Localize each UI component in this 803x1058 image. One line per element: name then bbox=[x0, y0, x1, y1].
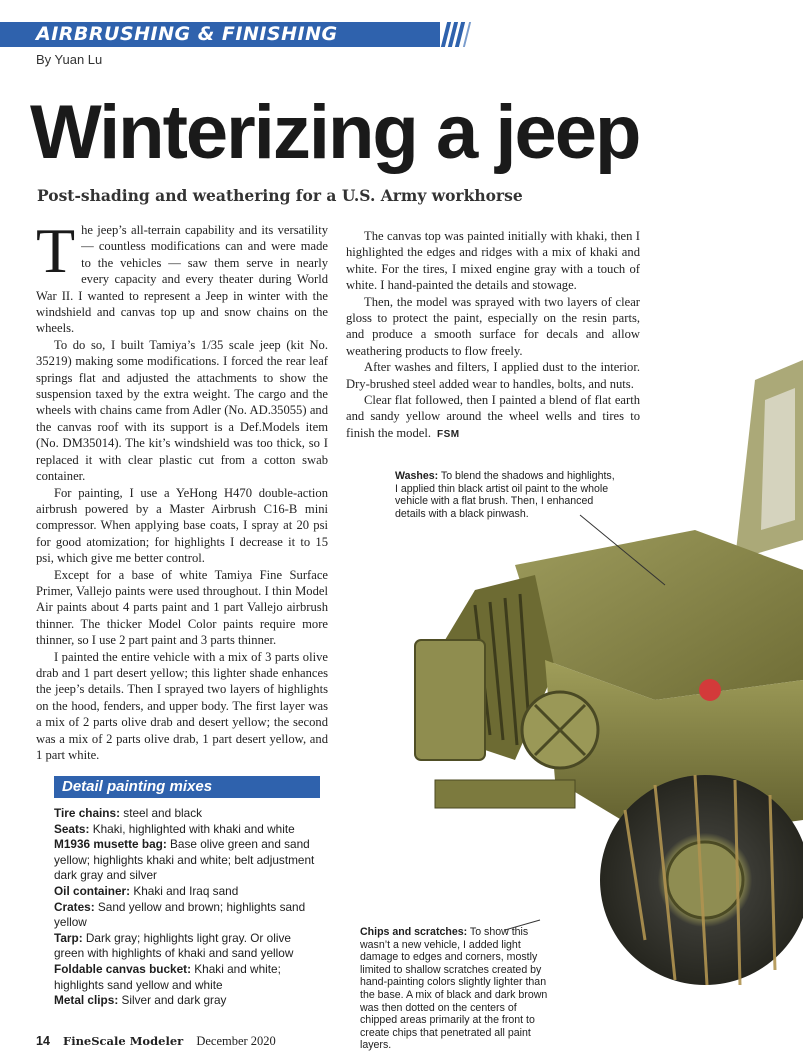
page-footer bbox=[36, 1034, 276, 1049]
issue-date: December 2020 bbox=[196, 1034, 276, 1048]
list-item: Seats: Khaki, highlighted with khaki and white bbox=[54, 821, 295, 836]
byline: By Yuan Lu bbox=[36, 52, 103, 67]
list-item: Tire chains: steel and black bbox=[54, 806, 202, 820]
paragraph: I painted the entire vehicle with a mix of 3 parts olive drab and 1 part desert yellow; this lighter shade enhances the jeep’s details. Then I sprayed two layers of highlights on the hood, fenders, and upper body. The first layer was a mix of 2 parts olive drab and desert yellow; the second was a mix of 2 parts olive drab, 1 part desert yellow, and 1 part white. bbox=[36, 649, 328, 762]
paragraph: To do so, I built Tamiya’s 1/35 scale jeep (kit No. 35219) making some modifications. I forced the rear leaf springs flat and adjusted the attachments to show the suspension taxed by the extra weight. The cargo and the wheels with chains came from Adler (No. AD.35055) and the canvas roof with its support is a Def.Models item (No. DM35014). The kit’s windshield was too thick, so I replaced it with clear plastic cut from a cotton swab container. bbox=[36, 337, 328, 484]
list-item: Oil container: Khaki and Iraq sand bbox=[54, 883, 239, 898]
section-title: AIRBRUSHING & FINISHING bbox=[36, 23, 338, 45]
paragraph: For painting, I use a YeHong H470 double-action airbrush powered by a Master Airbrush C16-B mini compressor. When applying base coats, I spray at 20 psi for good atomization; for highlights I decrease it to 15 psi, which give me better control. bbox=[36, 485, 328, 566]
list-item: Foldable canvas bucket: Khaki and white; highlights sand yellow and white bbox=[54, 961, 281, 992]
detail-box-title: Detail painting mixes bbox=[62, 778, 213, 795]
paragraph: The jeep’s all-terrain capability and its versatility — countless modifications can and were made to the vehicles — saw them serve in nearly every capacity and every theater during World War II. I wanted to represent a Jeep in winter with the windshield and canvas top up and snow chains on the wheels. bbox=[36, 215, 328, 336]
page-number: 14 bbox=[36, 1034, 50, 1048]
list-item: M1936 musette bag: Base olive green and sand yellow; highlights khaki and white; belt adjustment dark gray and silver bbox=[54, 837, 315, 883]
list-item: Tarp: Dark gray; highlights light gray. Or olive green with highlights of khaki and sand yellow bbox=[54, 930, 294, 961]
paragraph: The canvas top was painted initially with khaki, then I highlighted the edges and ridges with a mix of khaki and white. For the tires, I mixed engine gray with a touch of white. I hand-painted the details and stowage. bbox=[346, 229, 640, 293]
paragraph: Except for a base of white Tamiya Fine Surface Primer, Vallejo paints were used throughout. I thin Model Air paints about 4 parts paint and 1 part Vallejo airbrush thinner. The thicker Model Color paints require more thinner, so I use 2 part paint and 3 parts thinner. bbox=[36, 567, 328, 648]
body-column-1 bbox=[36, 215, 328, 763]
caption-washes: Washes: To blend the shadows and highlights, I applied thin black artist oil paint to the whole vehicle with a flat brush. Then, I enhanced details with a black pinwash. bbox=[395, 470, 615, 520]
paragraph: After washes and filters, I applied dust to the interior. Dry-brushed steel added wear to handles, bolts, and nuts. bbox=[346, 360, 640, 391]
detail-box bbox=[54, 806, 324, 1009]
body-column-2 bbox=[346, 228, 640, 443]
article-title: Winterizing a jeep bbox=[30, 90, 640, 175]
paragraph: Then, the model was sprayed with two layers of clear gloss to protect the paint, especially on the resin parts, and produce a smooth surface for decals and allow weathering products to flow freely. bbox=[346, 294, 640, 358]
paragraph: Clear flat followed, then I painted a blend of flat earth and sandy yellow around the wheel wells and tires to finish the model. FSM bbox=[346, 393, 640, 440]
list-item: Crates: Sand yellow and brown; highlights sand yellow bbox=[54, 899, 306, 930]
drop-cap: T bbox=[36, 215, 76, 286]
list-item: Metal clips: Silver and dark gray bbox=[54, 993, 227, 1008]
article-subtitle: Post-shading and weathering for a U.S. Army workhorse bbox=[37, 186, 523, 205]
end-mark: FSM bbox=[437, 428, 460, 440]
caption-chips: Chips and scratches: To show this wasn’t a new vehicle, I added light damage to edges and corners, mostly limited to shallow scratches created by hand-painting colors slightly lighter than the base. A mix of black and dark brown was then dotted on the centers of chipped areas primarily at the front to create chips that penetrated all paint layers. bbox=[360, 926, 548, 1052]
magazine-name: FineScale Modeler bbox=[63, 1034, 184, 1048]
